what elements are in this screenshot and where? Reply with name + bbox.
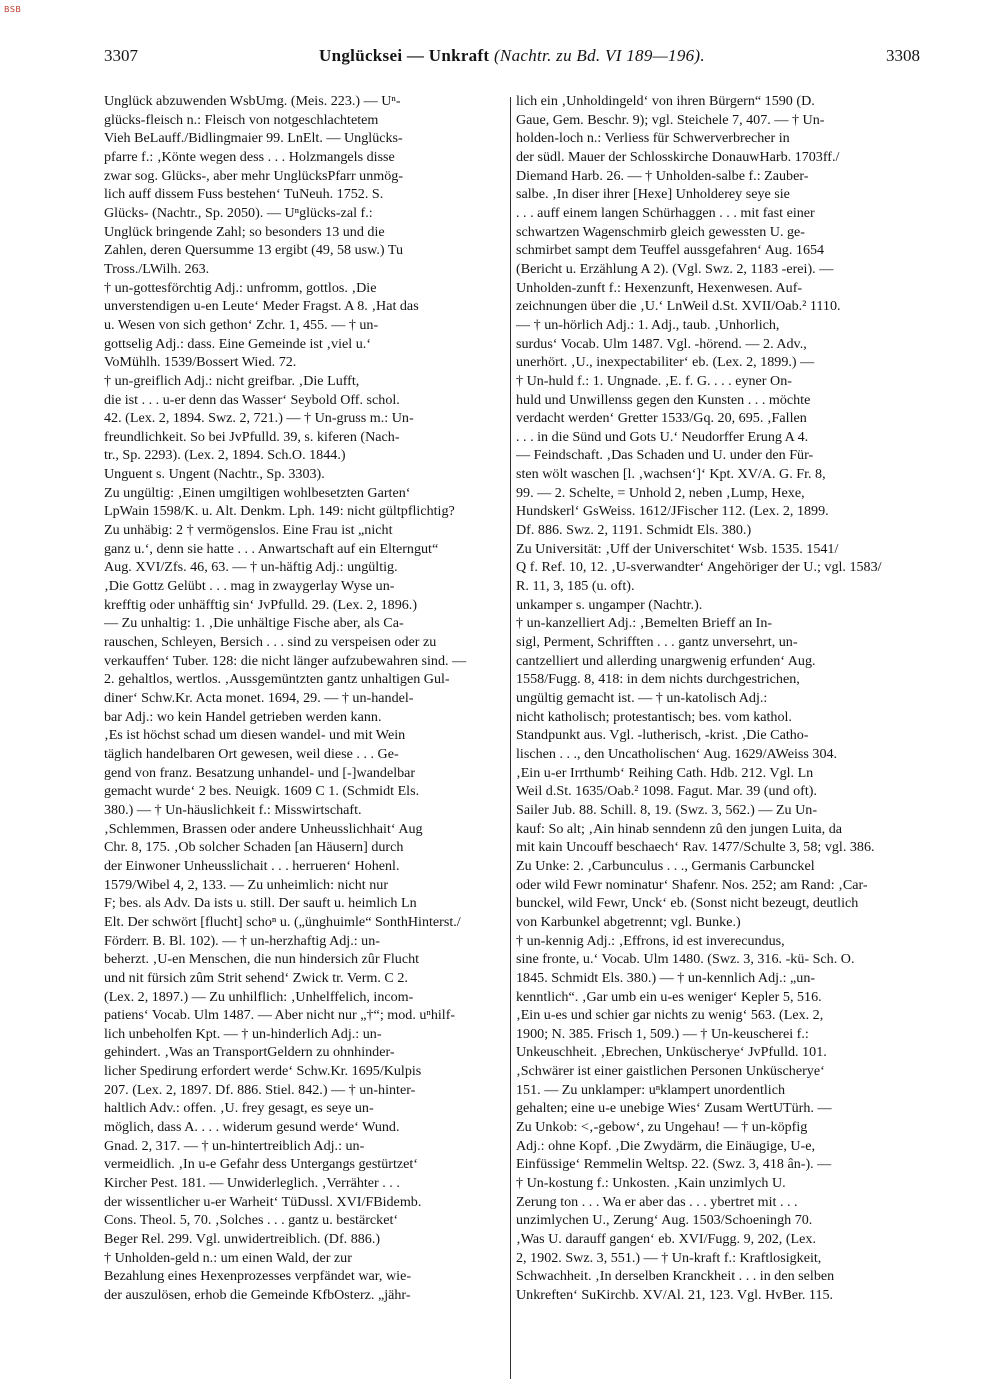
text-line: zeichnungen über die ‚U.‘ LnWeil d.St. XVII/Oab.² 1110. (516, 298, 841, 315)
text-line: LpWain 1598/K. u. Alt. Denkm. Lph. 149: nicht gültpflichtig? (104, 503, 455, 520)
text-line: die ist . . . u-er denn das Wasser‘ Seybold Off. schol. (104, 391, 400, 408)
text-line: 2, 1902. Swz. 3, 551.) — † Un-kraft f.: Kraftlosigkeit, (516, 1249, 822, 1266)
text-line: Zu ungültig: ‚Einen umgiltigen wohlbesetzten Garten‘ (104, 484, 411, 501)
text-line: krefftig oder unhäfftig sin‘ JvPfulld. 29. (Lex. 2, 1896.) (104, 596, 418, 613)
text-line: Adj.: ohne Kopf. ‚Die Zwydärm, die Einäugige, U-e, (516, 1137, 816, 1154)
text-line: und nit fürsich zûm Strit sehend‘ Zwick tr. Verm. C 2. (104, 969, 408, 986)
text-line: Zu Unkob: <‚-gebow‘, zu Ungehau! — † un-köpfig (516, 1119, 808, 1136)
text-line: . . . auff einem langen Schürhaggen . . . mit fast einer (516, 204, 815, 221)
text-line: Diemand Harb. 26. — † Unholden-salbe f.: Zauber- (516, 167, 809, 184)
text-line: patiens‘ Vocab. Ulm 1487. — Aber nicht nur „†“; mod. uⁿhilf- (104, 1007, 456, 1024)
text-line: gehalten; eine u-e unebige Wies‘ Zusam WertUTürh. — (516, 1100, 832, 1117)
text-line: gottselig Adj.: dass. Eine Gemeinde ist ‚viel u.‘ (104, 335, 371, 352)
text-line: oder wild Fewr nominatur‘ Shafenr. Nos. 252; am Rand: ‚Car- (516, 876, 868, 893)
text-line: Aug. XVI/Zfs. 46, 63. — † un-häftig Adj.: ungültig. (104, 559, 398, 576)
text-line: gehindert. ‚Was an TransportGeldern zu ohnhinder- (104, 1044, 395, 1061)
text-line: täglich handelbaren Ort gewesen, weil diese . . . Ge- (104, 745, 399, 762)
text-line: 2. gehaltlos, wertlos. ‚Aussgemüntzten gantz unhaltigen Gul- (104, 671, 450, 688)
text-line: † Un-kostung f.: Unkosten. ‚Kain unzimlych U. (516, 1175, 786, 1192)
text-line: † un-kanzelliert Adj.: ‚Bemelten Brieff an In- (516, 615, 773, 632)
text-line: Cons. Theol. 5, 70. ‚Solches . . . gantz u. bestärcket‘ (104, 1212, 399, 1229)
text-line: der Einwoner Unheusslichait . . . herrueren‘ Hohenl. (104, 857, 400, 874)
text-line: VoMühlh. 1539/Bossert Wied. 72. (104, 354, 297, 371)
text-line: möglich, dass A. . . . widerum gesund werde‘ Wund. (104, 1119, 400, 1136)
text-line: rauschen, Schleyen, Bersich . . . sind zu verspeisen oder zu (104, 634, 437, 651)
text-line: schwartzen Wagenschmirb gleich gewessten U. ge- (516, 223, 805, 240)
text-line: der wissentlicher u-er Warheit‘ TüDussl. XVI/FBidemb. (104, 1193, 422, 1210)
text-line: ‚Ein u-es und schier gar nichts zu wenig‘ 563. (Lex. 2, (516, 1007, 824, 1024)
text-line: gemacht wurde‘ 2 bes. Neuigk. 1609 C 1. (Schmidt Els. (104, 783, 420, 800)
text-line: † un-greiflich Adj.: nicht greifbar. ‚Die Lufft, (104, 372, 360, 389)
text-line: Unglück bringende Zahl; so besonders 13 und die (104, 223, 385, 240)
text-line: — † un-hörlich Adj.: 1. Adj., taub. ‚Unhorlich, (516, 316, 780, 333)
text-line: licher Spedirung erfordert werde‘ Schw.Kr. 1695/Kulpis (104, 1063, 422, 1080)
text-line: huld und Unwillenss gegen den Kunsten . . . möchte (516, 391, 811, 408)
text-line: † un-gottesförchtig Adj.: unfromm, gottlos. ‚Die (104, 279, 377, 296)
library-stamp: BSB (4, 5, 22, 14)
right-column (516, 92, 920, 1305)
text-line: 1900; N. 385. Frisch 1, 509.) — † Un-keuscherei f.: (516, 1025, 809, 1042)
text-line: freundlichkeit. So bei JvPfulld. 39, s. kiferen (Nach- (104, 428, 400, 445)
text-line: salbe. ‚In diser ihrer [Hexe] Unholderey seye sie (516, 186, 790, 203)
text-line: — Zu unhaltig: 1. ‚Die unhältige Fische aber, als Ca- (104, 615, 404, 632)
page-number-right: 3308 (886, 46, 920, 65)
text-line: 99. — 2. Schelte, = Unhold 2, neben ‚Lump, Hexe, (516, 484, 805, 501)
text-line: R. 11, 3, 185 (u. oft). (516, 578, 635, 595)
text-line: Sailer Jub. 88. Schill. 8, 19. (Swz. 3, 562.) — Zu Un- (516, 801, 818, 818)
text-line: cantzelliert und allerding unargwenig erfunden‘ Aug. (516, 652, 816, 669)
text-line: Tross./LWilh. 263. (104, 260, 210, 277)
text-line: ungültig gemacht ist. — † un-katolisch Adj.: (516, 690, 768, 706)
text-line: 1558/Fugg. 8, 418: in dem nichts durchgestrichen, (516, 671, 800, 688)
text-line: kauf: So alt; ‚Ain hinab senndenn zû den jungen Luita, da (516, 820, 843, 837)
text-line: † Unholden-geld n.: um einen Wald, der zur (104, 1249, 352, 1266)
text-line: Zu unhäbig: 2 † vermögenslos. Eine Frau ist „nicht (104, 522, 393, 539)
text-line: Glücks- (Nachtr., Sp. 2050). — Uⁿglücks-zal f.: (104, 204, 373, 221)
text-line: Unkeuschheit. ‚Ebrechen, Unküscherye‘ JvPfulld. 101. (516, 1044, 827, 1061)
text-line: sigl, Perment, Schrifften . . . gantz unversehrt, un- (516, 634, 798, 651)
text-line: unverstendigen u-en Leute‘ Meder Fragst. A 8. ‚Hat das (104, 298, 419, 315)
text-line: Förderr. B. Bl. 102). — † un-herzhaftig Adj.: un- (104, 932, 380, 949)
text-line: haltlich Adv.: offen. ‚U. frey gesagt, es seye un- (104, 1100, 374, 1117)
text-line: Chr. 8, 175. ‚Ob solcher Schaden [an Häusern] durch (104, 839, 404, 856)
text-line: unkamper s. ungamper (Nachtr.). (516, 596, 703, 613)
text-line: . . . in die Sünd und Gots U.‘ Neudorffer Erung A 4. (516, 428, 809, 445)
text-line: Gaue, Gem. Beschr. 9); vgl. Steichele 7, 407. — † Un- (516, 111, 825, 128)
text-line: verdacht werden‘ Gretter 1533/Gq. 20, 695. ‚Fallen (516, 410, 807, 427)
text-line: ‚Schwärer ist einer gaistlichen Personen Unküscherye‘ (516, 1063, 825, 1080)
text-line: Einfüssige‘ Remmelin Weltsp. 22. (Swz. 3, 418 ân-). — (516, 1156, 832, 1173)
text-line: Beger Rel. 299. Vgl. unwidertreiblich. (Df. 886.) (104, 1231, 381, 1248)
text-line: ‚Ein u-er Irrthumb‘ Reihing Cath. Hdb. 212. Vgl. Ln (516, 764, 814, 781)
text-line: F; bes. als Adv. Da ists u. still. Der sauft u. heimlich Ln (104, 895, 417, 912)
column-divider (510, 97, 511, 1379)
text-line: ‚Die Gottz Gelübt . . . mag in zwaygerlay Wyse un- (104, 578, 395, 595)
running-head (104, 46, 920, 66)
text-line: pfarre f.: ‚Könte wegen dess . . . Holzmangels disse (104, 148, 395, 165)
running-head-title: Unglücksei — Unkraft (319, 46, 490, 65)
text-line: Unkreften‘ SuKirchb. XV/Al. 21, 123. Vgl. HvBer. 115. (516, 1287, 834, 1303)
text-line: Hundskerl‘ GsWeiss. 1612/JFischer 112. (Lex. 2, 1899. (516, 503, 829, 520)
text-line: bar Adj.: wo kein Handel getrieben werden kann. (104, 708, 382, 725)
text-line: Bezahlung eines Hexenprozesses verpfändet war, wie- (104, 1268, 412, 1285)
text-line: lich ein ‚Unholdingeld‘ von ihren Bürgern“ 1590 (D. (516, 93, 815, 109)
text-line: Weil d.St. 1635/Oab.² 1098. Fagut. Mar. 39 (und oft). (516, 783, 817, 800)
page-header (104, 46, 920, 76)
text-line: Zu Unke: 2. ‚Carbunculus . . ., Germanis Carbunckel (516, 857, 815, 874)
text-line: u. Wesen von sich gethon‘ Zchr. 1, 455. — † un- (104, 316, 379, 333)
text-line: lich auff dissem Fuss bestehen‘ TuNeuh. 1752. S. (104, 186, 384, 203)
text-line: 380.) — † Un-häuslichkeit f.: Misswirtschaft. (104, 801, 362, 818)
text-line: holden-loch n.: Verliess für Schwerverbrecher in (516, 130, 790, 147)
text-line: nicht katholisch; protestantisch; bes. vom kathol. (516, 708, 792, 725)
text-line: Kircher Pest. 181. — Unwiderleglich. ‚Verrähter . . . (104, 1175, 400, 1192)
running-head-note: (Nachtr. zu Bd. VI 189—196). (493, 46, 705, 65)
text-line: bunckel, wild Fewr, Unck‘ eb. (Sonst nicht bezeugt, deutlich (516, 895, 859, 912)
left-column (104, 92, 508, 1305)
text-line: unerhört. ‚U., inexpectabiliter‘ eb. (Lex. 2, 1899.) — (516, 354, 815, 371)
text-line: surdus‘ Vocab. Ulm 1487. Vgl. -hörend. — 2. Adv., (516, 335, 807, 352)
text-line: † un-kennig Adj.: ‚Effrons, id est inverecundus, (516, 932, 785, 949)
text-line: ‚Es ist höchst schad um diesen wandel- und mit Wein (104, 727, 406, 744)
text-line: der auszulösen, erhob die Gemeinde KfbOsterz. „jähr- (104, 1287, 411, 1303)
text-line: beherzt. ‚U-en Menschen, die nun hindersich zûr Flucht (104, 951, 420, 968)
text-line: Q f. Ref. 10, 12. ‚U-sverwandter‘ Angehöriger der U.; vgl. 1583/ (516, 559, 882, 576)
text-line: schmirbet sampt dem Teuffel aussgefahren‘ Aug. 1654 (516, 242, 825, 259)
text-line: Unholden-zunft f.: Hexenzunft, Hexenwesen. Auf- (516, 279, 803, 296)
text-line: unzimlychen U., Zerung‘ Aug. 1503/Schoeningh 70. (516, 1212, 813, 1229)
text-line: Unguent s. Ungent (Nachtr., Sp. 3303). (104, 466, 325, 483)
text-line: ‚Schlemmen, Brassen oder andere Unheusslichhait‘ Aug (104, 820, 423, 837)
page-number-left: 3307 (104, 46, 138, 65)
text-line: † Un-huld f.: 1. Ungnade. ‚E. f. G. . . . eyner On- (516, 372, 792, 389)
text-line: 42. (Lex. 2, 1894. Swz. 2, 721.) — † Un-gruss m.: Un- (104, 410, 414, 427)
text-line: Schwachheit. ‚In derselben Kranckheit . . . in den selben (516, 1268, 835, 1285)
text-line: Df. 886. Swz. 2, 1191. Schmidt Els. 380.) (516, 522, 752, 539)
text-line: Zerung ton . . . Wa er aber das . . . ybertret mit . . . (516, 1193, 798, 1210)
text-line: (Lex. 2, 1897.) — Zu unhilflich: ‚Unhelffelich, incom- (104, 988, 414, 1005)
text-line: Vieh BeLauff./Bidlingmaier 99. LnElt. — Unglücks- (104, 130, 403, 147)
text-line: der südl. Mauer der Schlosskirche DonauwHarb. 1703ff./ (516, 148, 840, 165)
text-line: Standpunkt aus. Vgl. -lutherisch, -krist. ‚Die Catho- (516, 727, 809, 744)
text-line: 1579/Wibel 4, 2, 133. — Zu unheimlich: nicht nur (104, 876, 389, 893)
text-line: von Karbunkel abgetrennt; vgl. Bunke.) (516, 913, 741, 930)
text-line: zwar sog. Glücks-, aber mehr UnglücksPfarr unmög- (104, 167, 404, 184)
text-line: 207. (Lex. 2, 1897. Df. 886. Stiel. 842.) — † un-hinter- (104, 1081, 416, 1098)
text-line: Zu Universität: ‚Uff der Universchitet‘ Wsb. 1535. 1541/ (516, 540, 839, 557)
text-line: 151. — Zu unklamper: uⁿklampert unordentlich (516, 1081, 786, 1098)
text-line: 1845. Schmidt Els. 380.) — † un-kennlich Adj.: „un- (516, 969, 816, 986)
text-line: kenntlich“. ‚Gar umb ein u-es weniger‘ Kepler 5, 516. (516, 988, 822, 1005)
text-line: tr., Sp. 2293). (Lex. 2, 1894. Sch.O. 1844.) (104, 447, 346, 464)
text-line: lich unbeholfen Kpt. — † un-hinderlich Adj.: un- (104, 1025, 382, 1042)
text-line: sine fronte, u.‘ Vocab. Ulm 1480. (Swz. 3, 316. -kü- Sch. O. (516, 951, 855, 968)
text-line: verkauffen‘ Tuber. 128: die nicht länger aufzubewahren sind. — (104, 652, 467, 669)
text-line: — Feindschaft. ‚Das Schaden und U. under den Für- (516, 447, 814, 464)
text-line: glücks-fleisch n.: Fleisch von notgeschlachtetem (104, 111, 379, 128)
text-line: ganz u.‘, denn sie hatte . . . Anwartschaft auf ein Elterngut“ (104, 540, 439, 557)
text-line: Zahlen, deren Quersumme 13 ergibt (49, 58 usw.) Tu (104, 242, 404, 259)
text-line: mit kain Uncouff beschaech‘ Rav. 1477/Schulte 3, 58; vgl. 386. (516, 839, 875, 856)
text-line: (Bericht u. Erzählung A 2). (Vgl. Swz. 2, 1183 -erei). — (516, 260, 834, 277)
text-line: Unglück abzuwenden WsbUmg. (Meis. 223.) — Uⁿ- (104, 93, 401, 109)
text-line: Elt. Der schwört [flucht] schoⁿ u. („ünghuimle“ SonthHinterst./ (104, 913, 461, 930)
text-line: Gnad. 2, 317. — † un-hintertreiblich Adj.: un- (104, 1137, 365, 1154)
text-line: diner‘ Schw.Kr. Acta monet. 1694, 29. — † un-handel- (104, 690, 414, 706)
text-line: gend von franz. Besatzung unhandel- und [-]wandelbar (104, 764, 416, 781)
text-line: lischen . . ., den Uncatholischen‘ Aug. 1629/AWeiss 304. (516, 745, 838, 762)
text-line: sten wölt waschen [l. ‚wachsen‘]‘ Kpt. XV/A. G. Fr. 8, (516, 466, 826, 483)
text-line: vermeidlich. ‚In u-e Gefahr dess Untergangs gestürtzet‘ (104, 1156, 418, 1173)
text-line: ‚Was U. darauff gangen‘ eb. XVI/Fugg. 9, 202, (Lex. (516, 1231, 816, 1248)
